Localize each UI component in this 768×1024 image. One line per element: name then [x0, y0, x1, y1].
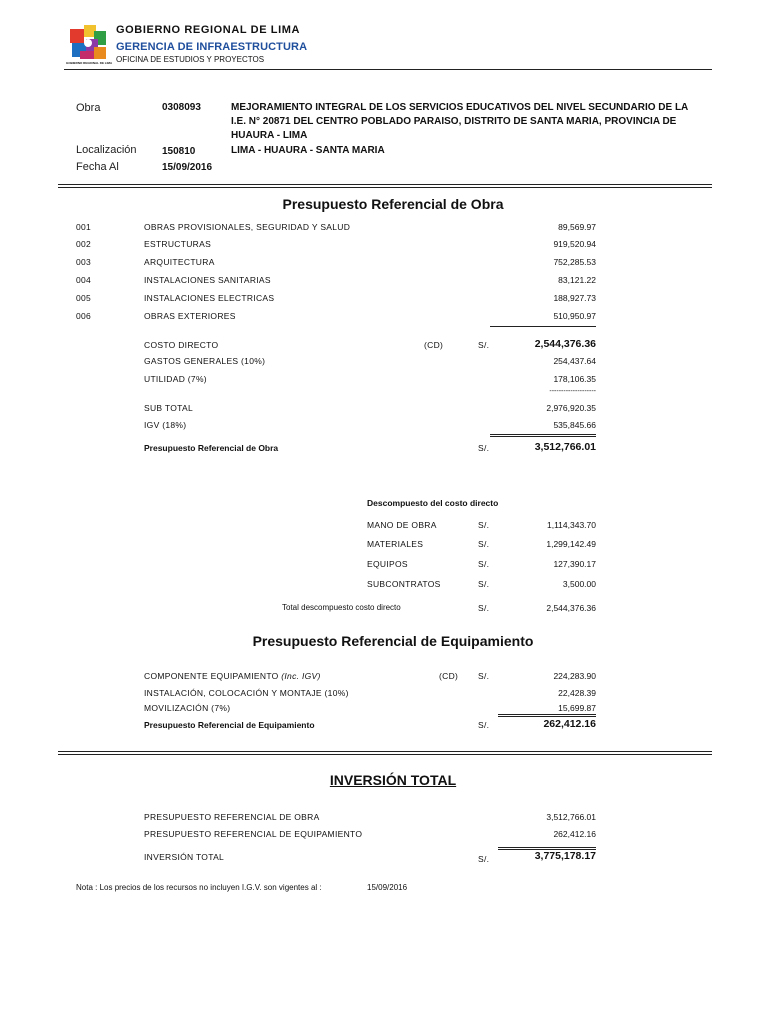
- currency: S/.: [478, 559, 490, 569]
- item-amount: 510,950.97: [553, 311, 596, 321]
- desc-label: EQUIPOS: [367, 559, 408, 569]
- descompuesto-total-label: Total descompuesto costo directo: [282, 603, 401, 612]
- inversion-total-label: INVERSIÓN TOTAL: [144, 852, 225, 862]
- item-code: 004: [76, 275, 92, 285]
- item-amount: 89,569.97: [558, 222, 596, 232]
- equip-total-line-1: [498, 714, 596, 715]
- fecha-value: 15/09/2016: [162, 162, 213, 173]
- desc-amount: 127,390.17: [553, 559, 596, 569]
- inv-obra-label: PRESUPUESTO REFERENCIAL DE OBRA: [144, 812, 320, 822]
- currency: S/.: [478, 671, 490, 681]
- item-description: INSTALACIONES ELECTRICAS: [144, 293, 275, 303]
- instalacion-label: INSTALACIÓN, COLOCACIÓN Y MONTAJE (10%): [144, 688, 349, 698]
- localizacion-code: 150810: [162, 146, 196, 157]
- item-description: INSTALACIONES SANITARIAS: [144, 275, 271, 285]
- sub-total-amount: 2,976,920.35: [546, 403, 596, 413]
- equipamiento-section-title: Presupuesto Referencial de Equipamiento: [252, 633, 534, 649]
- inv-equipamiento-amount: 262,412.16: [553, 829, 596, 839]
- inv-obra-amount: 3,512,766.01: [546, 812, 596, 822]
- desc-amount: 1,299,142.49: [546, 539, 596, 549]
- header-divider: [64, 69, 712, 70]
- office-name: OFICINA DE ESTUDIOS Y PROYECTOS: [116, 55, 265, 64]
- equipamiento-total-amount: 262,412.16: [543, 718, 596, 730]
- movilizacion-label: MOVILIZACIÓN (7%): [144, 703, 231, 713]
- obra-section-title: Presupuesto Referencial de Obra: [282, 196, 504, 212]
- utilidad-label: UTILIDAD (7%): [144, 374, 207, 384]
- desc-amount: 3,500.00: [562, 579, 596, 589]
- descompuesto-title: Descompuesto del costo directo: [367, 498, 499, 508]
- currency: S/.: [478, 603, 490, 613]
- item-description: ARQUITECTURA: [144, 257, 215, 267]
- equip-total-line-2: [498, 716, 596, 717]
- igv-amount: 535,845.66: [553, 420, 596, 430]
- obra-total-amount: 3,512,766.01: [534, 441, 596, 453]
- item-code: 003: [76, 257, 92, 267]
- desc-label: SUBCONTRATOS: [367, 579, 441, 589]
- fecha-label: Fecha Al: [76, 161, 119, 173]
- costo-directo-label: COSTO DIRECTO: [144, 340, 219, 350]
- currency: S/.: [478, 340, 490, 350]
- cd-marker: (CD): [439, 671, 459, 681]
- item-amount: 752,285.53: [553, 257, 596, 267]
- obra-label: Obra: [76, 102, 101, 114]
- section-divider-top: [58, 751, 712, 752]
- currency: S/.: [478, 539, 490, 549]
- gastos-generales-label: GASTOS GENERALES (10%): [144, 356, 266, 366]
- item-description: OBRAS PROVISIONALES, SEGURIDAD Y SALUD: [144, 222, 351, 232]
- desc-label: MATERIALES: [367, 539, 424, 549]
- localizacion-label: Localización: [76, 144, 137, 156]
- desc-label: MANO DE OBRA: [367, 520, 437, 530]
- info-divider-top: [58, 184, 712, 185]
- igv-label: IGV (18%): [144, 420, 187, 430]
- nota-date: 15/09/2016: [367, 883, 408, 892]
- gastos-generales-amount: 254,437.64: [553, 356, 596, 366]
- descompuesto-total-amount: 2,544,376.36: [546, 603, 596, 613]
- total-line-2: [490, 436, 596, 437]
- item-code: 006: [76, 311, 92, 321]
- inversion-total-amount: 3,775,178.17: [534, 850, 596, 862]
- dashed-separator: --------------------: [549, 388, 596, 395]
- sub-total-label: SUB TOTAL: [144, 403, 193, 413]
- item-amount: 919,520.94: [553, 239, 596, 249]
- item-code: 002: [76, 239, 92, 249]
- item-amount: 83,121.22: [558, 275, 596, 285]
- obra-description: MEJORAMIENTO INTEGRAL DE LOS SERVICIOS EDUCATIVOS DEL NIVEL SECUNDARIO DE LA I.E. N° 20871 DEL CENTRO POBLADO PARAISO, DISTRITO DE SANTA MARIA, PROVINCIA DE HUAURA - LIMA: [231, 102, 688, 141]
- logo-caption: GOBIERNO REGIONAL DE LIMA: [66, 61, 113, 65]
- currency: S/.: [478, 579, 490, 589]
- cd-marker: (CD): [424, 340, 444, 350]
- obra-total-label: Presupuesto Referencial de Obra: [144, 443, 279, 453]
- obra-code: 0308093: [162, 102, 201, 113]
- inv-equipamiento-label: PRESUPUESTO REFERENCIAL DE EQUIPAMIENTO: [144, 829, 363, 839]
- costo-directo-amount: 2,544,376.36: [534, 338, 596, 350]
- currency: S/.: [478, 720, 490, 730]
- items-sum-line: [490, 326, 596, 327]
- movilizacion-amount: 15,699.87: [558, 703, 596, 713]
- utilidad-amount: 178,106.35: [553, 374, 596, 384]
- item-description: OBRAS EXTERIORES: [144, 311, 236, 321]
- currency: S/.: [478, 443, 490, 453]
- instalacion-amount: 22,428.39: [558, 688, 596, 698]
- item-code: 001: [76, 222, 92, 232]
- total-line-1: [490, 434, 596, 435]
- currency: S/.: [478, 854, 490, 864]
- nota-text: Nota : Los precios de los recursos no incluyen I.G.V. son vigentes al :: [76, 883, 322, 892]
- org-name: GOBIERNO REGIONAL DE LIMA: [116, 24, 301, 36]
- item-code: 005: [76, 293, 92, 303]
- item-description: ESTRUCTURAS: [144, 239, 212, 249]
- desc-amount: 1,114,343.70: [547, 520, 596, 530]
- equipamiento-total-label: Presupuesto Referencial de Equipamiento: [144, 720, 315, 730]
- componente-equipamiento-amount: 224,283.90: [553, 671, 596, 681]
- inv-total-line-1: [498, 847, 596, 848]
- info-divider-bottom: [58, 187, 712, 188]
- section-divider-bottom: [58, 754, 712, 755]
- dept-name: GERENCIA DE INFRAESTRUCTURA: [116, 41, 308, 53]
- componente-equipamiento-label: COMPONENTE EQUIPAMIENTO (Inc. IGV): [144, 671, 321, 681]
- localizacion-description: LIMA - HUAURA - SANTA MARIA: [231, 145, 385, 156]
- gobierno-regional-logo: [68, 23, 108, 63]
- inversion-total-title: INVERSIÓN TOTAL: [329, 772, 457, 788]
- item-amount: 188,927.73: [553, 293, 596, 303]
- currency: S/.: [478, 520, 490, 530]
